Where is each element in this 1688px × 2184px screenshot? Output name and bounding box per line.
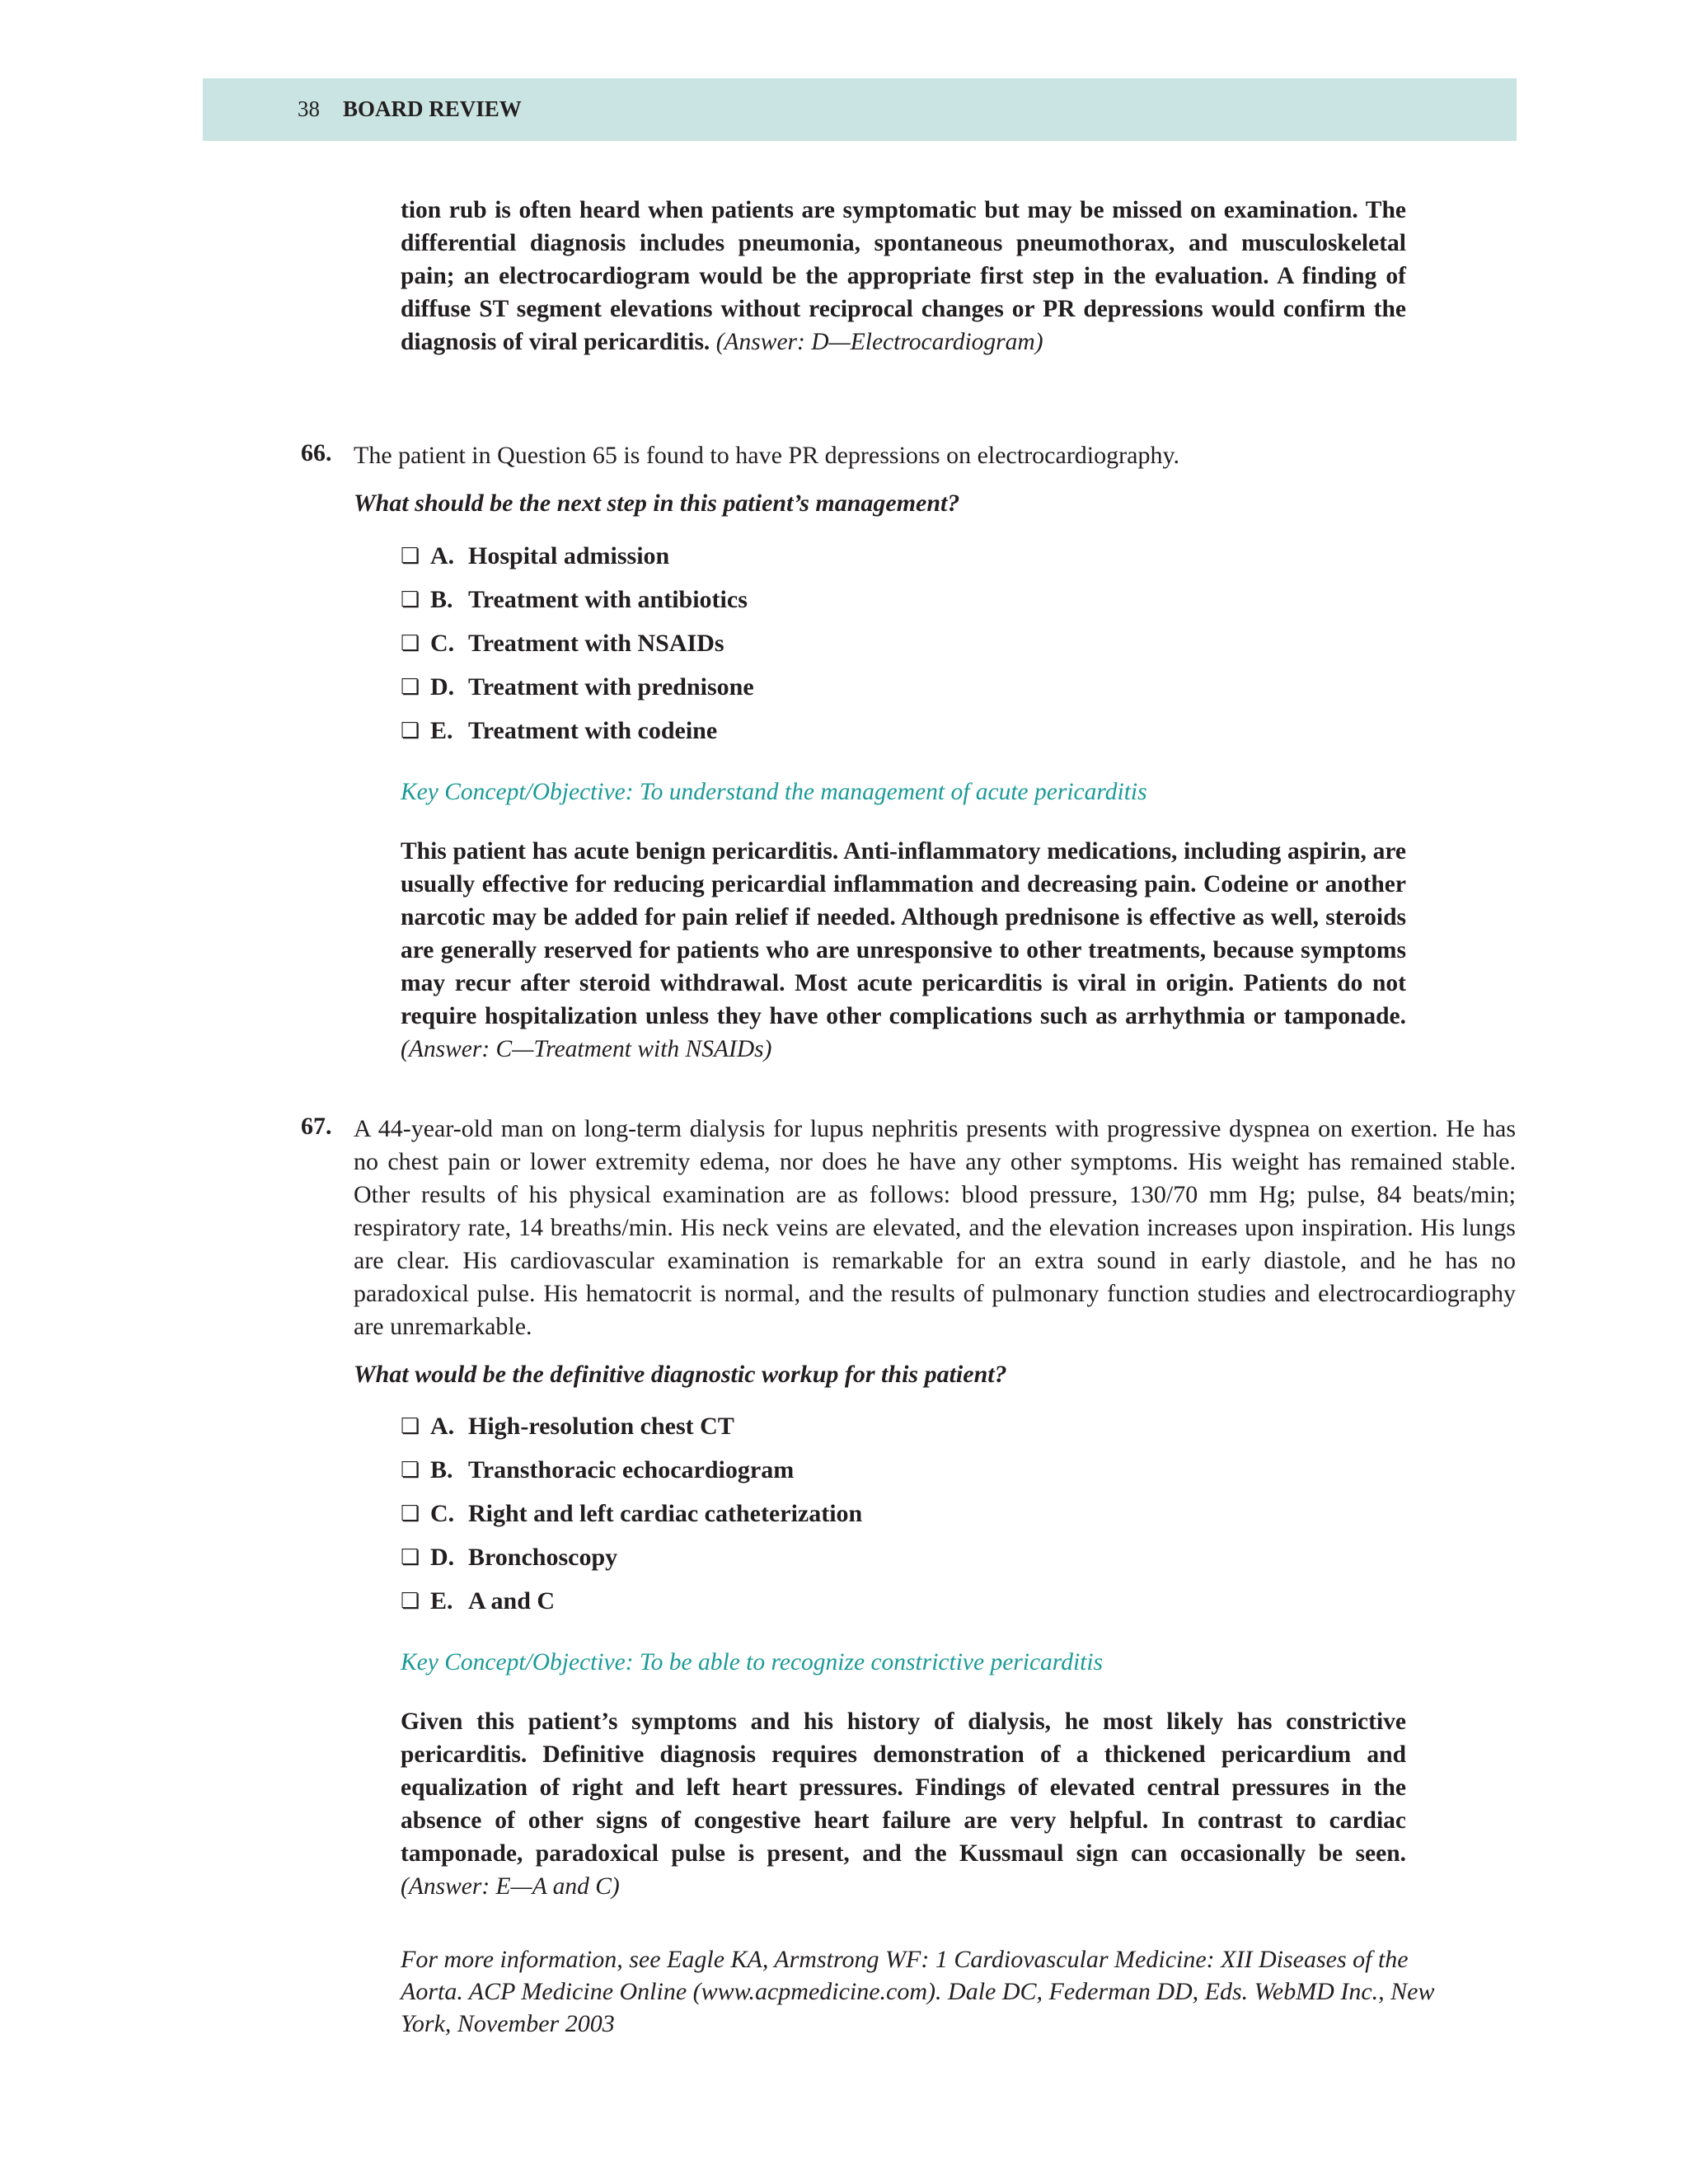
reference-footnote: For more information, see Eagle KA, Armstrong WF: 1 Cardiovascular Medicine: XII Diseases of the Aorta. ACP Medicine Online (www.acpmedicine.com). Dale DC, Federman DD, Eds. WebMD Inc., New York, November 2003 <box>401 1946 1435 2037</box>
question-66-option-b[interactable]: ❏ B. Treatment with antibiotics <box>401 585 748 613</box>
question-66-option-e[interactable]: ❏ E. Treatment with codeine <box>401 716 718 744</box>
continued-explanation-text: tion rub is often heard when patients are symptomatic but may be missed on examination. The differential diagnosis includes pneumonia, spontaneous pneumothorax, and musculoskeletal pain; an electrocardiogram would be the appropriate first step in the evaluation. A finding of diffuse ST segment elevations without reciprocal changes or PR depressions would confirm the diagnosis of viral pericarditis. <box>401 197 1406 355</box>
checkbox-icon[interactable]: ❏ <box>401 718 420 743</box>
question-67-explanation <box>401 1705 1406 1903</box>
question-66-number: 66. <box>301 439 332 466</box>
checkbox-icon[interactable]: ❏ <box>401 543 420 568</box>
question-66-stem: The patient in Question 65 is found to have PR depressions on electrocardiography. <box>354 442 1179 469</box>
question-67-stem: A 44-year-old man on long-term dialysis for lupus nephritis presents with progressive dyspnea on exertion. He has no chest pain or lower extremity edema, nor does he have any other symptoms. His weight has remained stable. Other results of his physical examination are as follows: blood pressure, 130/70 mm Hg; pulse, 84 beats/min; respiratory rate, 14 breaths/min. His neck veins are elevated, and the elevation increases upon inspiration. His lungs are clear. His cardiovascular examination is remarkable for an extra sound in early diastole, and he has no paradoxical pulse. His hematocrit is normal, and the results of pulmonary function studies and electrocardiography are unremarkable. <box>354 1115 1516 1340</box>
checkbox-icon[interactable]: ❏ <box>401 1588 420 1613</box>
question-67-prompt: What would be the definitive diagnostic workup for this patient? <box>354 1361 1007 1388</box>
continued-explanation <box>401 194 1406 359</box>
question-67-answer: (Answer: E—A and C) <box>401 1873 620 1900</box>
question-66-option-c[interactable]: ❏ C. Treatment with NSAIDs <box>401 629 724 657</box>
question-66-option-d[interactable]: ❏ D. Treatment with prednisone <box>401 673 754 701</box>
question-67-option-e[interactable]: ❏ E. A and C <box>401 1586 556 1615</box>
question-66-answer: (Answer: C—Treatment with NSAIDs) <box>401 1036 772 1062</box>
running-title: BOARD REVIEW <box>343 96 522 121</box>
question-67-option-c[interactable]: ❏ C. Right and left cardiac catheterization <box>401 1499 863 1527</box>
question-67-number: 67. <box>301 1113 332 1140</box>
question-67-option-a[interactable]: ❏ A. High-resolution chest CT <box>401 1412 734 1440</box>
question-66-explanation-text: This patient has acute benign pericarditis. Anti-inflammatory medications, including aspirin, are usually effective for reducing pericardial inflammation and decreasing pain. Codeine or another narcotic may be added for pain relief if needed. Although prednisone is effective as well, steroids are generally reserved for patients who are unresponsive to other treatments, because symptoms may recur after steroid withdrawal. Most acute pericarditis is viral in origin. Patients do not require hospitalization unless they have other complications such as arrhythmia or tamponade. <box>401 838 1406 1029</box>
question-67-explanation-text: Given this patient’s symptoms and his history of dialysis, he most likely has constrictive pericarditis. Definitive diagnosis requires demonstration of a thickened pericardium and equalization of right and left heart pressures. Findings of elevated central pressures in the absence of other signs of congestive heart failure are very helpful. In contrast to cardiac tamponade, paradoxical pulse is present, and the Kussmaul sign can occasionally be seen. <box>401 1708 1406 1867</box>
question-67-option-d[interactable]: ❏ D. Bronchoscopy <box>401 1543 618 1571</box>
question-66-options <box>401 534 754 752</box>
question-66-option-a[interactable]: ❏ A. Hospital admission <box>401 541 670 569</box>
checkbox-icon[interactable]: ❏ <box>401 1413 420 1438</box>
checkbox-icon[interactable]: ❏ <box>401 1457 420 1482</box>
checkbox-icon[interactable]: ❏ <box>401 1501 420 1526</box>
question-66-prompt: What should be the next step in this patient’s management? <box>354 490 960 517</box>
checkbox-icon[interactable]: ❏ <box>401 1544 420 1569</box>
checkbox-icon[interactable]: ❏ <box>401 587 420 612</box>
checkbox-icon[interactable]: ❏ <box>401 630 420 655</box>
question-66-explanation <box>401 835 1406 1066</box>
running-header <box>203 78 1517 141</box>
continued-answer: (Answer: D—Electrocardiogram) <box>715 329 1043 355</box>
page-number: 38 <box>298 96 320 121</box>
question-67-options <box>401 1404 862 1623</box>
question-66-key-concept: Key Concept/Objective: To understand the management of acute pericarditis <box>401 779 1147 805</box>
checkbox-icon[interactable]: ❏ <box>401 674 420 699</box>
question-67-option-b[interactable]: ❏ B. Transthoracic echocardiogram <box>401 1455 795 1483</box>
question-67-key-concept: Key Concept/Objective: To be able to recognize constrictive pericarditis <box>401 1649 1104 1675</box>
